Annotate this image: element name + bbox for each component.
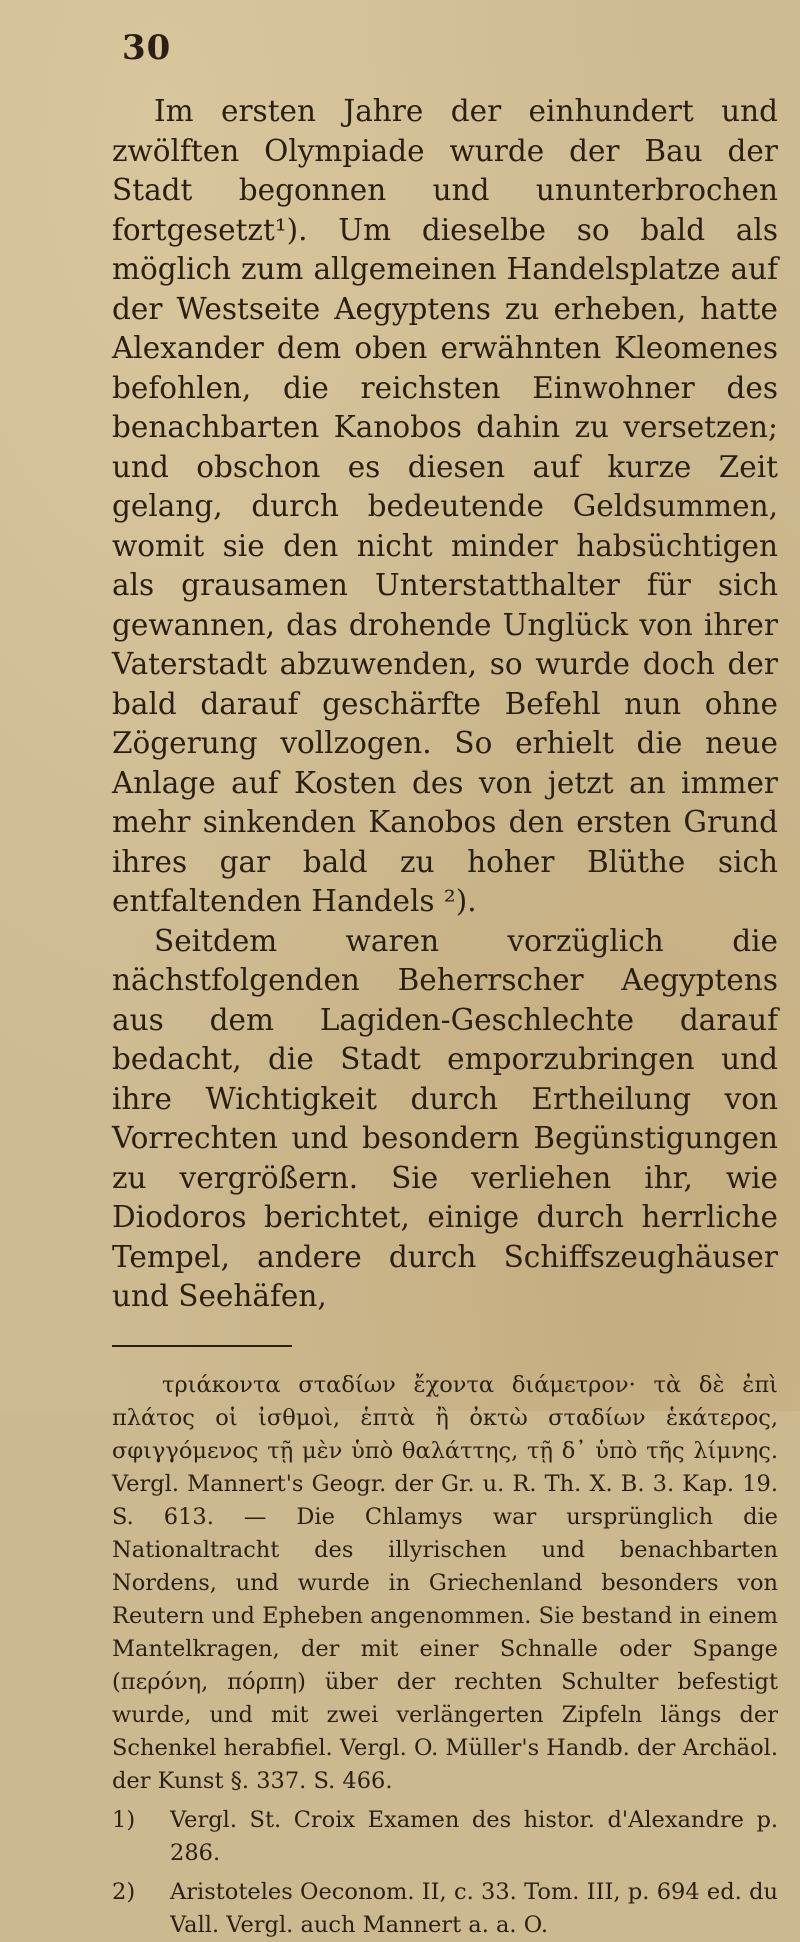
page-number: 30 — [122, 28, 172, 68]
footnotes — [112, 1369, 778, 1942]
paragraph-1: Im ersten Jahre der einhundert und zwölften Olympiade wurde der Bau der Stadt begonnen und ununterbrochen fortgesetzt¹). Um dieselbe so bald als möglich zum allgemeinen Handelsplatze auf der Westseite Aegyptens zu erheben, hatte Alexander dem oben erwähnten Kleomenes befohlen, die reichsten Einwohner des benachbarten Kanobos dahin zu versetzen; und obschon es diesen auf kurze Zeit gelang, durch bedeutende Geldsummen, womit sie den nicht minder habsüchtigen als grausamen Unterstatthalter für sich gewannen, das drohende Unglück von ihrer Vaterstadt abzuwenden, so wurde doch der bald darauf geschärfte Befehl nun ohne Zögerung vollzogen. So erhielt die neue Anlage auf Kosten des von jetzt an immer mehr sinkenden Kanobos den ersten Grund ihres gar bald zu hoher Blüthe sich entfaltenden Handels ²). — [112, 94, 778, 918]
footnote-2 — [112, 1876, 778, 1942]
footnote-text: Aristoteles Oeconom. II, c. 33. Tom. III, p. 694 ed. du Vall. Vergl. auch Mannert a. a. O. — [170, 1878, 778, 1938]
footnote-1 — [112, 1804, 778, 1870]
footnote-text: Vergl. St. Croix Examen des histor. d'Alexandre p. 286. — [170, 1806, 778, 1866]
main-text — [112, 92, 778, 1317]
footnote-number: 2) — [112, 1878, 136, 1905]
footnote-separator — [112, 1345, 292, 1347]
footnote-continuation: τριάκοντα σταδίων ἔχοντα διάμετρον· τὰ δὲ ἐπὶ πλάτος οἱ ἰσθμοὶ, ἑπτὰ ἢ ὀκτὼ σταδίων ἑκάτερος, σφιγγόμενος τῇ μὲν ὑπὸ θαλάττης, τῇ δ᾽ ὑπὸ τῆς λίμνης. Vergl. Mannert's Geogr. der Gr. u. R. Th. X. B. 3. Kap. 19. S. 613. — Die Chlamys war ursprünglich die Nationaltracht des illyrischen und benachbarten Nordens, und wurde in Griechenland besonders von Reutern und Epheben angenommen. Sie bestand in einem Mantelkragen, der mit einer Schnalle oder Spange (περόνη, πόρπη) über der rechten Schulter befestigt wurde, und mit zwei verlängerten Zipfeln längs der Schenkel herabfiel. Vergl. O. Müller's Handb. der Archäol. der Kunst §. 337. S. 466. — [112, 1371, 778, 1794]
footnote-number: 1) — [112, 1806, 136, 1833]
paragraph-2: Seitdem waren vorzüglich die nächstfolgenden Beherrscher Aegyptens aus dem Lagiden-Geschlechte darauf bedacht, die Stadt emporzubringen und ihre Wichtigkeit durch Ertheilung von Vorrechten und besondern Begünstigungen zu vergrößern. Sie verliehen ihr, wie Diodoros berichtet, einige durch herrliche Tempel, andere durch Schiffszeughäuser und Seehäfen, — [112, 923, 778, 1313]
